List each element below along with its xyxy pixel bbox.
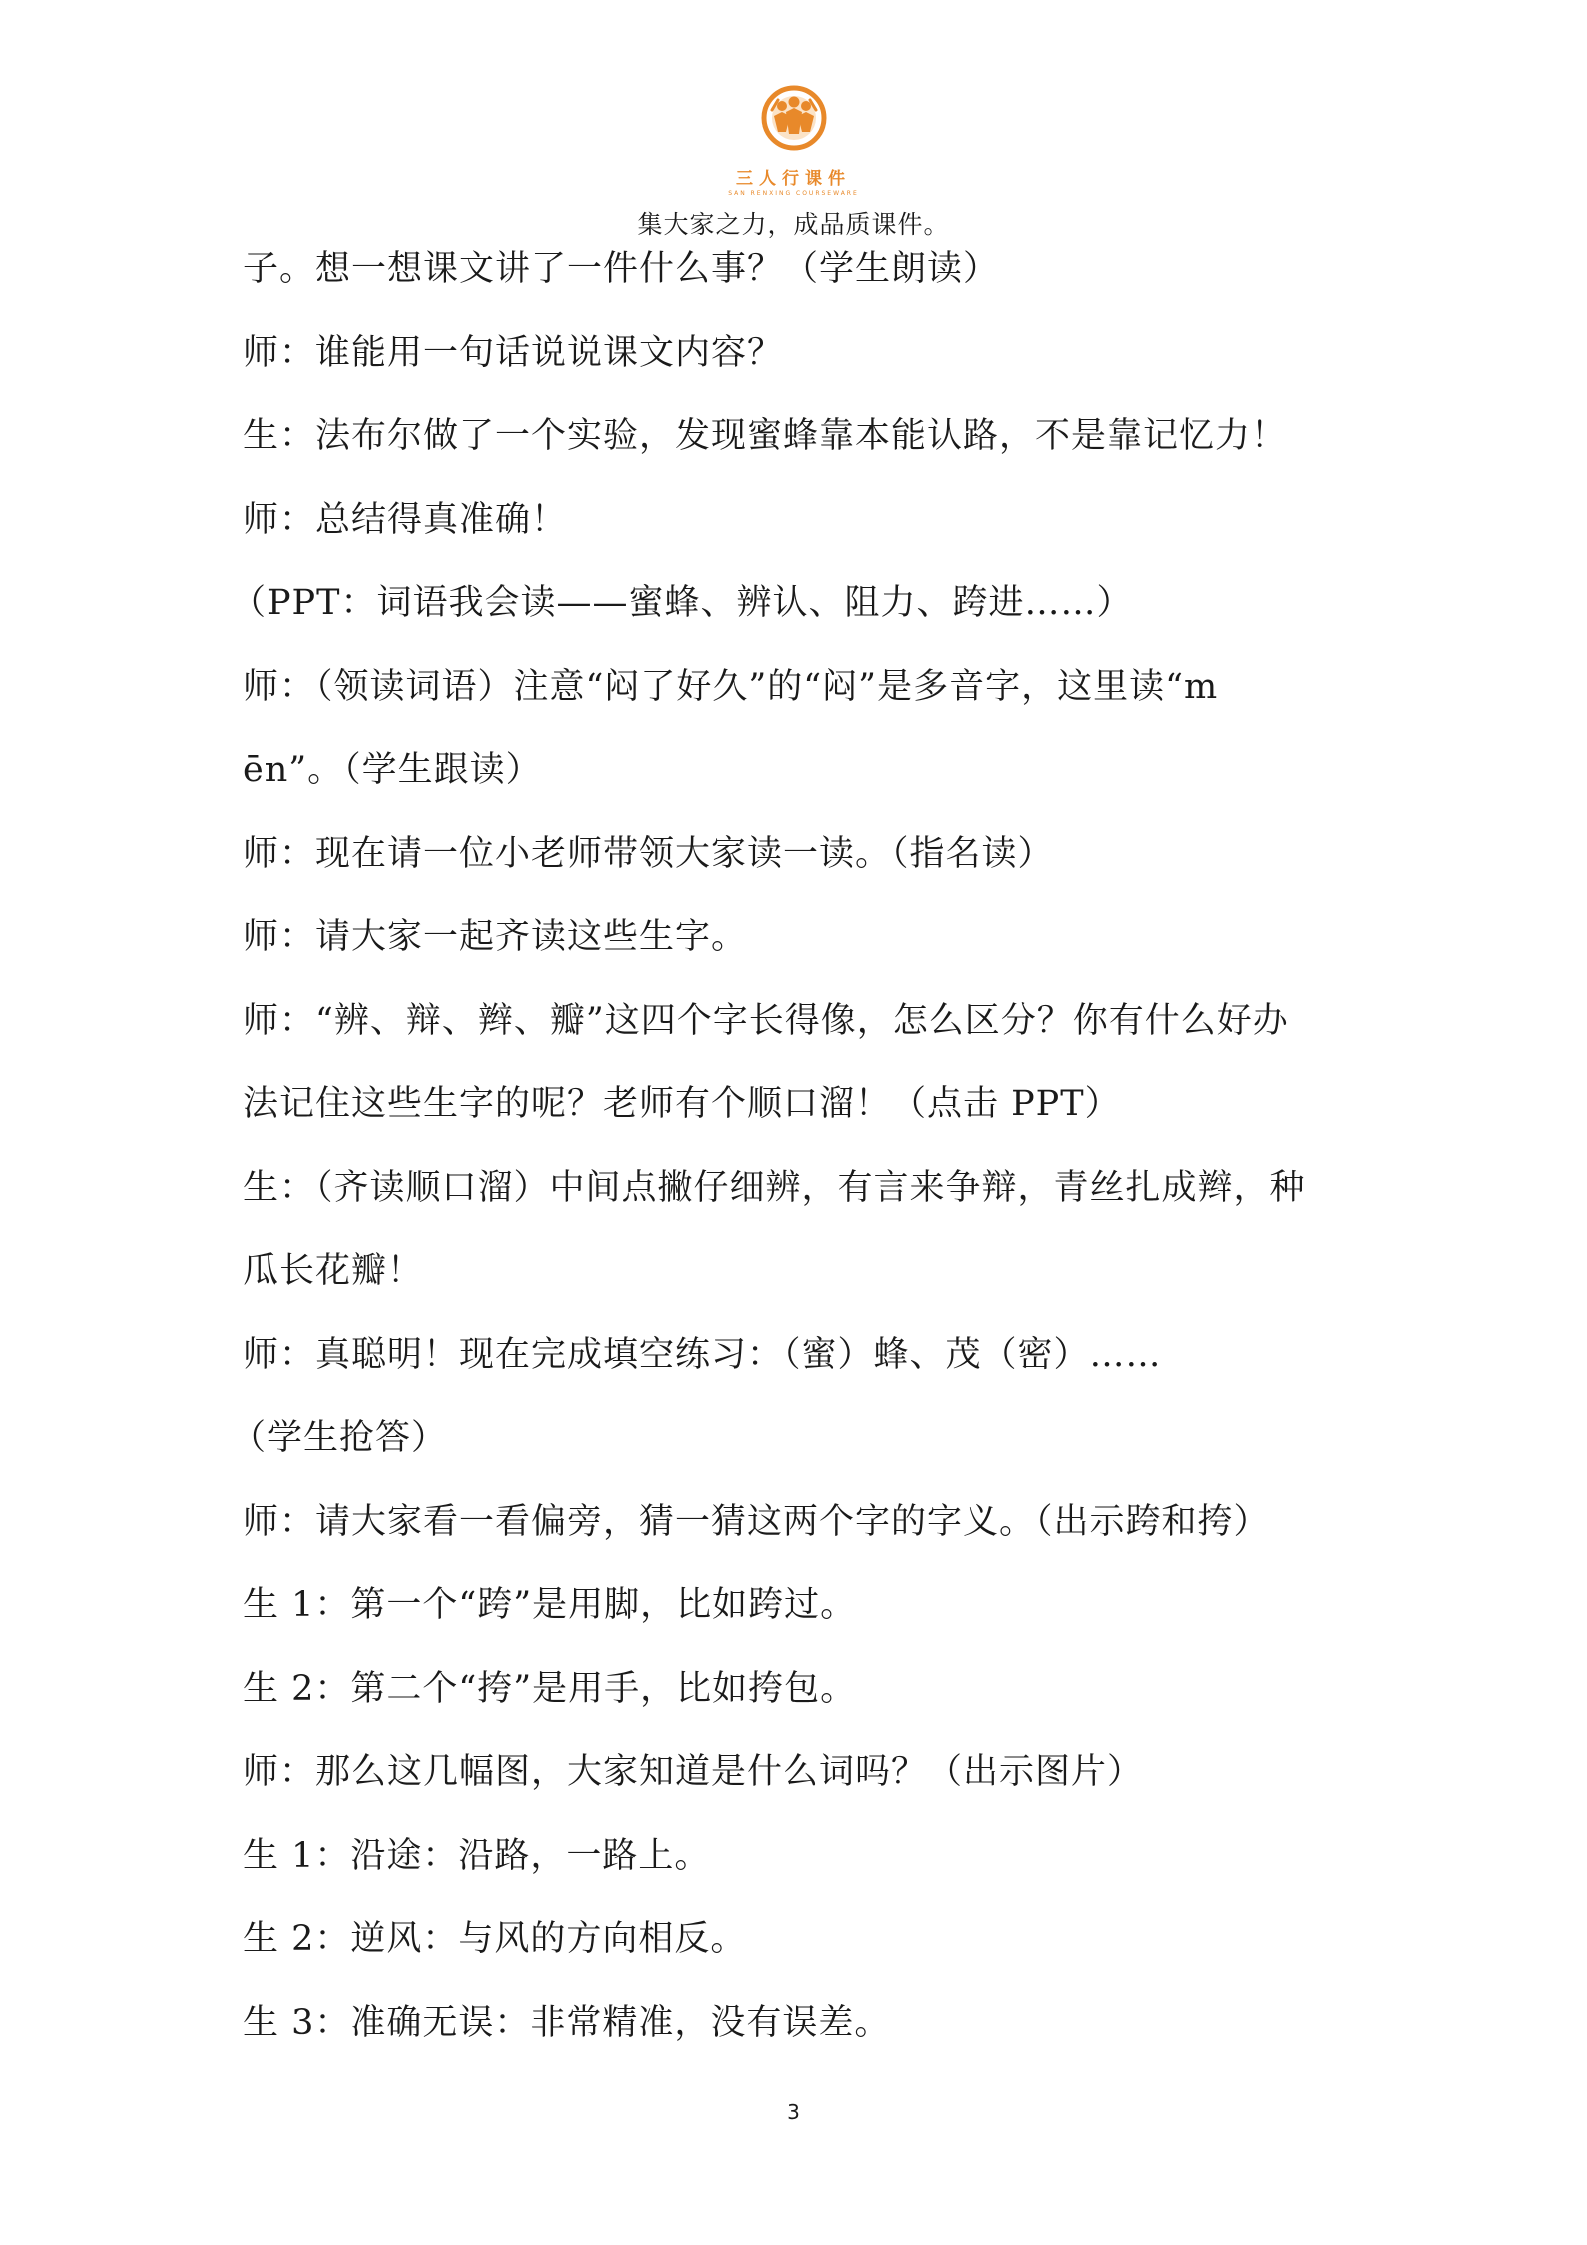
text-line: 子。想一想课文讲了一件什么事？（学生朗读） (243, 249, 1000, 289)
logo-name: 三人行课件 (736, 169, 851, 189)
page-header (0, 70, 1587, 241)
text-line: 师：现在请一位小老师带领大家读一读。（指名读） (243, 833, 1054, 874)
text-line: 师：请大家一起齐读这些生字。 (243, 917, 748, 957)
lesson-body (231, 228, 1353, 2065)
text-line: 生 2：逆风：与风的方向相反。 (243, 1919, 747, 1959)
page-number: 3 (787, 2100, 800, 2124)
text-line: 师：那么这几幅图，大家知道是什么词吗？（出示图片） (243, 1752, 1144, 1792)
text-line: 生 3：准确无误：非常精准，没有误差。 (243, 2002, 891, 2043)
text-line: 师：谁能用一句话说说课文内容？ (243, 332, 784, 373)
text-line: 生 2：第二个“挎”是用手，比如挎包。 (243, 1668, 857, 1709)
text-line: 生 1：沿途：沿路，一路上。 (243, 1835, 711, 1876)
text-line: （PPT：词语我会读——蜜蜂、辨认、阻力、跨进……） (231, 583, 1133, 623)
text-line: 师：真聪明！现在完成填空练习：（蜜）蜂、茂（密）…… (243, 1334, 1162, 1375)
text-line: （学生抢答） (231, 1418, 448, 1458)
header-tagline: 集大家之力，成品质课件。 (637, 210, 950, 239)
text-line: 师：（领读词语）注意“闷了好久”的“闷”是多音字，这里读“m (243, 666, 1219, 707)
text-line: 师：请大家看一看偏旁，猜一猜这两个字的字义。（出示跨和挎） (243, 1501, 1270, 1542)
text-line: 生：（齐读顺口溜）中间点撇仔细辨，有言来争辩，青丝扎成辫，种 (243, 1167, 1306, 1208)
text-line: 法记住这些生字的呢？老师有个顺口溜！（点击 PPT） (243, 1084, 1121, 1124)
text-line: 生：法布尔做了一个实验，发现蜜蜂靠本能认路，不是靠记忆力！ (243, 416, 1288, 456)
text-line: 师：总结得真准确！ (243, 499, 568, 540)
text-line: 瓜长花瓣！ (243, 1251, 424, 1291)
text-line: 师：“辨、辩、辫、瓣”这四个字长得像，怎么区分？你有什么好办 (243, 1000, 1289, 1041)
text-line: ēn”。（学生跟读） (243, 750, 542, 790)
text-line: 生 1：第一个“跨”是用脚，比如跨过。 (243, 1585, 857, 1625)
logo-icon (734, 70, 854, 170)
logo-subtitle: SAN RENXING COURSEWARE (728, 190, 859, 197)
